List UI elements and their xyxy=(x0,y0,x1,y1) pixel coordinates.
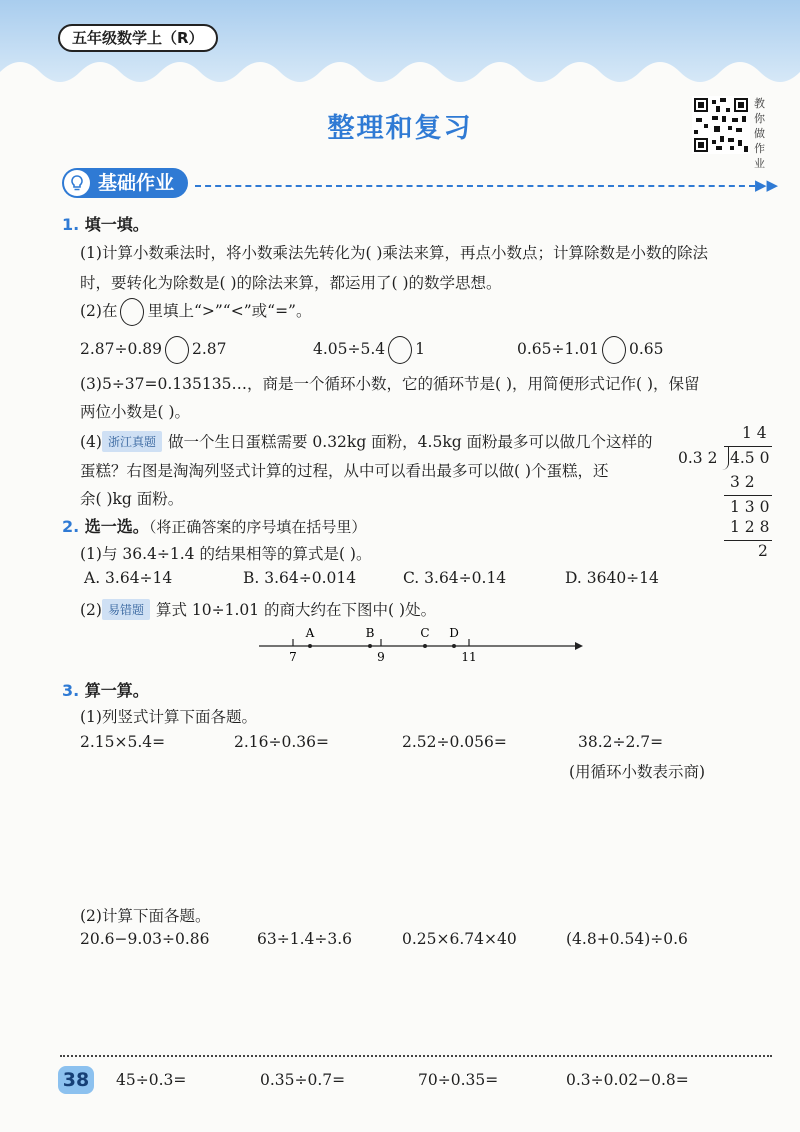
q3-heading xyxy=(62,678,149,701)
compare-right: 0.65 xyxy=(629,340,664,358)
q3-p2: (2)计算下面各题。 xyxy=(80,907,211,925)
q3-p2-item: (4.8+0.54)÷0.6 xyxy=(566,930,688,948)
division-dividend: 4.5 0 xyxy=(730,449,770,467)
compare-item xyxy=(517,336,664,364)
compare-left: 0.65÷1.01 xyxy=(517,340,600,358)
q1-p3-line1: (3)5÷37=0.135135…，商是一个循环小数，它的循环节是( )，用简便形式记作( )，保留 xyxy=(80,375,700,393)
q2-p2 xyxy=(80,598,436,620)
q2-option[interactable]: C. 3.64÷0.14 xyxy=(403,569,507,587)
q1-p2-intro-a: (2)在 xyxy=(80,302,118,320)
q2-number: 2. xyxy=(62,517,80,536)
q3-p1-item: 2.15×5.4= xyxy=(80,733,166,751)
q1-number: 1. xyxy=(62,215,80,234)
error-prone-tag: 易错题 xyxy=(102,599,150,620)
q1-p4-line3: 余( )kg 面粉。 xyxy=(80,490,184,508)
q1-p4-line2: 蛋糕？右图是淘淘列竖式计算的过程，从中可以看出最多可以做( )个蛋糕，还 xyxy=(80,462,609,480)
q1-p2-intro-b: 里填上“>”“<”或“=”。 xyxy=(147,302,312,320)
q1-p4-line1 xyxy=(80,430,653,452)
footer-item: 70÷0.35= xyxy=(418,1071,499,1089)
compare-item xyxy=(80,336,227,364)
q2-p1: (1)与 36.4÷1.4 的结果相等的算式是( )。 xyxy=(80,545,372,563)
q2-note: （将正确答案的序号填在括号里） xyxy=(148,518,367,536)
q3-p1-item: 2.16÷0.36= xyxy=(234,733,329,751)
q3-p2-item: 63÷1.4÷3.6 xyxy=(257,930,352,948)
tick-label: 9 xyxy=(377,650,385,664)
q3-p1: (1)列竖式计算下面各题。 xyxy=(80,708,257,726)
division-divisor: 0.3 2 xyxy=(678,449,718,467)
compare-circle[interactable] xyxy=(165,336,189,364)
division-step: 1 3 0 xyxy=(730,498,770,516)
q2-p2-prefix: (2) xyxy=(80,601,102,619)
qr-code-icon[interactable] xyxy=(692,96,750,154)
division-quotient: 1 4 xyxy=(742,424,767,442)
section-badge: 基础作业 xyxy=(62,168,188,198)
footer-item: 0.3÷0.02−0.8= xyxy=(566,1071,689,1089)
point-label: C xyxy=(420,626,430,640)
footer-item: 0.35÷0.7= xyxy=(260,1071,346,1089)
double-arrow-icon: ▶▶ xyxy=(755,176,779,194)
page-title: 整理和复习 xyxy=(327,113,473,144)
footer-item: 45÷0.3= xyxy=(116,1071,187,1089)
q1-heading xyxy=(62,212,149,235)
answer-circle[interactable] xyxy=(120,298,144,326)
q3-number: 3. xyxy=(62,681,80,700)
point-label: B xyxy=(365,626,375,640)
compare-right: 1 xyxy=(415,340,426,358)
tick-label: 11 xyxy=(461,650,477,664)
q1-p2-intro xyxy=(80,298,311,326)
compare-left: 2.87÷0.89 xyxy=(80,340,163,358)
division-bar xyxy=(724,446,772,447)
footer-divider xyxy=(60,1055,772,1057)
number-line xyxy=(255,624,585,664)
q1-p1-line2: 时，要转化为除数是( )的除法来算，都运用了( )的数学思想。 xyxy=(80,274,502,292)
division-rule xyxy=(724,495,772,496)
point-label: D xyxy=(449,626,459,640)
exam-tag: 浙江真题 xyxy=(102,431,162,452)
header-wave-band xyxy=(0,0,800,110)
q2-option[interactable]: A. 3.64÷14 xyxy=(84,569,173,587)
compare-right: 2.87 xyxy=(192,340,227,358)
q1-p3-line2: 两位小数是( )。 xyxy=(80,403,191,421)
q3-p1-item: 2.52÷0.056= xyxy=(402,733,507,751)
qr-caption: 教你做作业 xyxy=(754,97,765,170)
division-remainder: 2 xyxy=(758,542,768,560)
page-number: 38 xyxy=(58,1066,94,1094)
q2-heading xyxy=(62,514,366,537)
q1-p1-line1: (1)计算小数乘法时，将小数乘法先转化为( )乘法来算，再点小数点；计算除数是小数的除法 xyxy=(80,244,708,262)
q3-p2-item: 0.25×6.74×40 xyxy=(402,930,517,948)
q3-p2-item: 20.6−9.03÷0.86 xyxy=(80,930,210,948)
compare-item xyxy=(313,336,425,364)
q3-title: 算一算。 xyxy=(84,681,149,700)
division-rule xyxy=(724,540,772,541)
tick-label: 7 xyxy=(289,650,297,664)
division-step: 1 2 8 xyxy=(730,518,770,536)
q1-p4-text: 做一个生日蛋糕需要 0.32kg 面粉，4.5kg 面粉最多可以做几个这样的 xyxy=(167,433,653,451)
compare-left: 4.05÷5.4 xyxy=(313,340,386,358)
q2-p2-text: 算式 10÷1.01 的商大约在下图中( )处。 xyxy=(155,601,437,619)
q2-option[interactable]: B. 3.64÷0.014 xyxy=(243,569,357,587)
lightbulb-icon xyxy=(64,170,90,196)
q2-title: 选一选。 xyxy=(84,517,149,536)
grade-tag: 五年级数学上（R） xyxy=(58,24,218,52)
q3-p1-item: 38.2÷2.7= xyxy=(578,733,664,751)
q1-p4-prefix: (4) xyxy=(80,433,102,451)
section-divider xyxy=(195,185,755,187)
division-step: 3 2 xyxy=(730,473,755,491)
q1-title: 填一填。 xyxy=(84,215,149,234)
q3-p1-note: (用循环小数表示商) xyxy=(569,763,706,781)
point-label: A xyxy=(305,626,315,640)
compare-circle[interactable] xyxy=(602,336,626,364)
division-bracket xyxy=(722,446,729,470)
compare-circle[interactable] xyxy=(388,336,412,364)
q2-option[interactable]: D. 3640÷14 xyxy=(565,569,659,587)
